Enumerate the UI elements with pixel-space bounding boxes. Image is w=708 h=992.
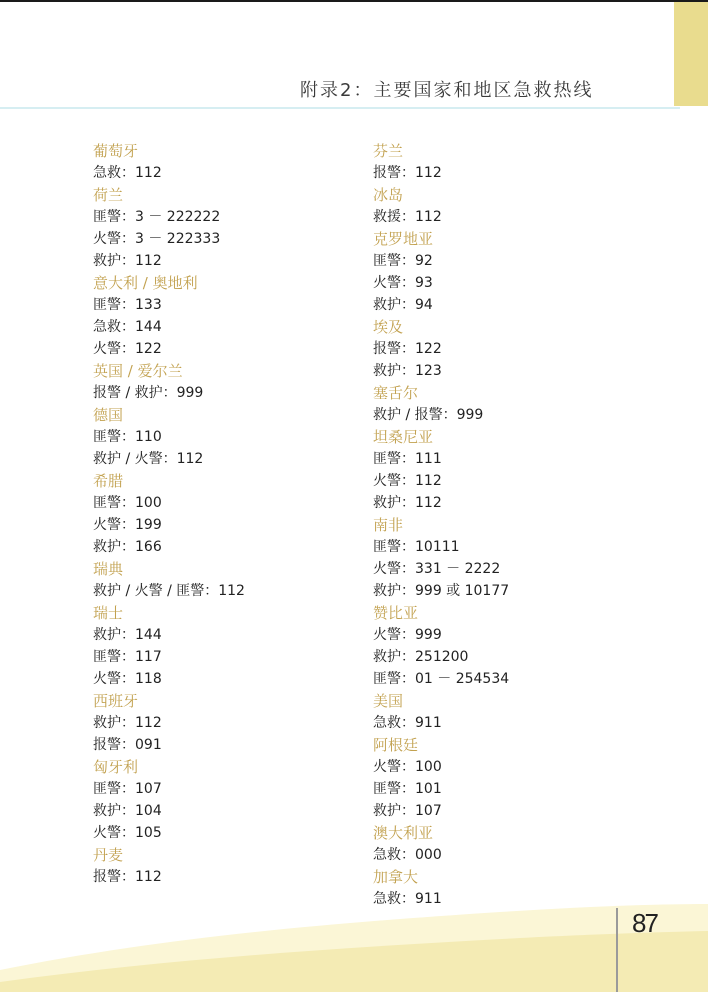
- hotline-entry: 匪警：92: [373, 253, 433, 269]
- country-heading: 葡萄牙: [93, 142, 139, 160]
- top-rule: [0, 0, 708, 2]
- hotline-entry: 火警：3 － 222333: [93, 231, 221, 247]
- hotline-entry: 救护：251200: [373, 649, 469, 665]
- hotline-entry: 救护：107: [373, 803, 442, 819]
- hotline-entry: 匪警：133: [93, 297, 162, 313]
- corner-color-tab: [674, 2, 708, 106]
- hotline-entry: 救护 / 火警 / 匪警：112: [93, 583, 245, 599]
- country-heading: 英国 / 爱尔兰: [93, 362, 183, 380]
- hotline-entry: 救护：112: [93, 253, 162, 269]
- page-number: 87: [632, 908, 657, 938]
- hotline-entry: 火警：199: [93, 517, 162, 533]
- country-heading: 冰岛: [373, 186, 404, 204]
- country-heading: 克罗地亚: [373, 230, 434, 248]
- hotline-entry: 火警：118: [93, 671, 162, 687]
- country-heading: 丹麦: [93, 846, 124, 864]
- hotline-entry: 火警：100: [373, 759, 442, 775]
- hotline-entry: 火警：105: [93, 825, 162, 841]
- hotline-entry: 救护：112: [93, 715, 162, 731]
- country-heading: 瑞典: [93, 560, 124, 578]
- footer-wave-decoration: [0, 900, 708, 992]
- hotline-entry: 救护 / 火警：112: [93, 451, 204, 467]
- hotline-entry: 报警 / 救护：999: [93, 385, 204, 401]
- hotline-entry: 救护 / 报警：999: [373, 407, 484, 423]
- country-heading: 坦桑尼亚: [373, 428, 434, 446]
- country-heading: 加拿大: [373, 868, 419, 886]
- hotline-entry: 匪警：101: [373, 781, 442, 797]
- hotline-entry: 救护：94: [373, 297, 433, 313]
- hotline-entry: 匪警：3 － 222222: [93, 209, 221, 225]
- country-heading: 匈牙利: [93, 758, 139, 776]
- country-heading: 塞舌尔: [373, 384, 419, 402]
- hotline-entry: 报警：112: [373, 165, 442, 181]
- left-column: [93, 140, 353, 888]
- hotline-entry: 火警：112: [373, 473, 442, 489]
- right-column: [373, 140, 633, 910]
- hotline-entry: 急救：000: [373, 847, 442, 863]
- hotline-entry: 急救：112: [93, 165, 162, 181]
- country-heading: 希腊: [93, 472, 124, 490]
- country-heading: 瑞士: [93, 604, 124, 622]
- country-heading: 西班牙: [93, 692, 139, 710]
- hotline-entry: 急救：911: [373, 891, 442, 907]
- country-heading: 意大利 / 奥地利: [93, 274, 198, 292]
- hotline-entry: 报警：112: [93, 869, 162, 885]
- hotline-entry: 火警：122: [93, 341, 162, 357]
- country-heading: 赞比亚: [373, 604, 419, 622]
- country-heading: 美国: [373, 692, 404, 710]
- hotline-entry: 报警：091: [93, 737, 162, 753]
- country-heading: 南非: [373, 516, 404, 534]
- hotline-entry: 火警：93: [373, 275, 433, 291]
- hotline-entry: 匪警：10111: [373, 539, 460, 555]
- hotline-entry: 火警：999: [373, 627, 442, 643]
- country-heading: 阿根廷: [373, 736, 419, 754]
- hotline-entry: 救护：104: [93, 803, 162, 819]
- country-heading: 德国: [93, 406, 124, 424]
- page-header-title: 附录2：主要国家和地区急救热线: [300, 80, 594, 101]
- hotline-entry: 救援：112: [373, 209, 442, 225]
- hotline-entry: 救护：123: [373, 363, 442, 379]
- hotline-entry: 匪警：01 － 254534: [373, 671, 510, 687]
- country-heading: 埃及: [373, 318, 404, 336]
- hotline-entry: 急救：144: [93, 319, 162, 335]
- hotline-entry: 匪警：107: [93, 781, 162, 797]
- hotline-entry: 报警：122: [373, 341, 442, 357]
- hotline-entry: 匪警：110: [93, 429, 162, 445]
- country-heading: 澳大利亚: [373, 824, 434, 842]
- header-divider: [0, 107, 680, 109]
- country-heading: 芬兰: [373, 142, 404, 160]
- hotline-entry: 匪警：100: [93, 495, 162, 511]
- hotline-entry: 匪警：111: [373, 451, 442, 467]
- hotline-entry: 救护：999 或 10177: [373, 583, 510, 599]
- page-number-divider: [616, 908, 618, 992]
- country-heading: 荷兰: [93, 186, 124, 204]
- hotline-entry: 救护：166: [93, 539, 162, 555]
- hotline-entry: 火警：331 － 2222: [373, 561, 501, 577]
- hotline-entry: 救护：112: [373, 495, 442, 511]
- hotline-entry: 急救：911: [373, 715, 442, 731]
- hotline-entry: 匪警：117: [93, 649, 162, 665]
- hotline-entry: 救护：144: [93, 627, 162, 643]
